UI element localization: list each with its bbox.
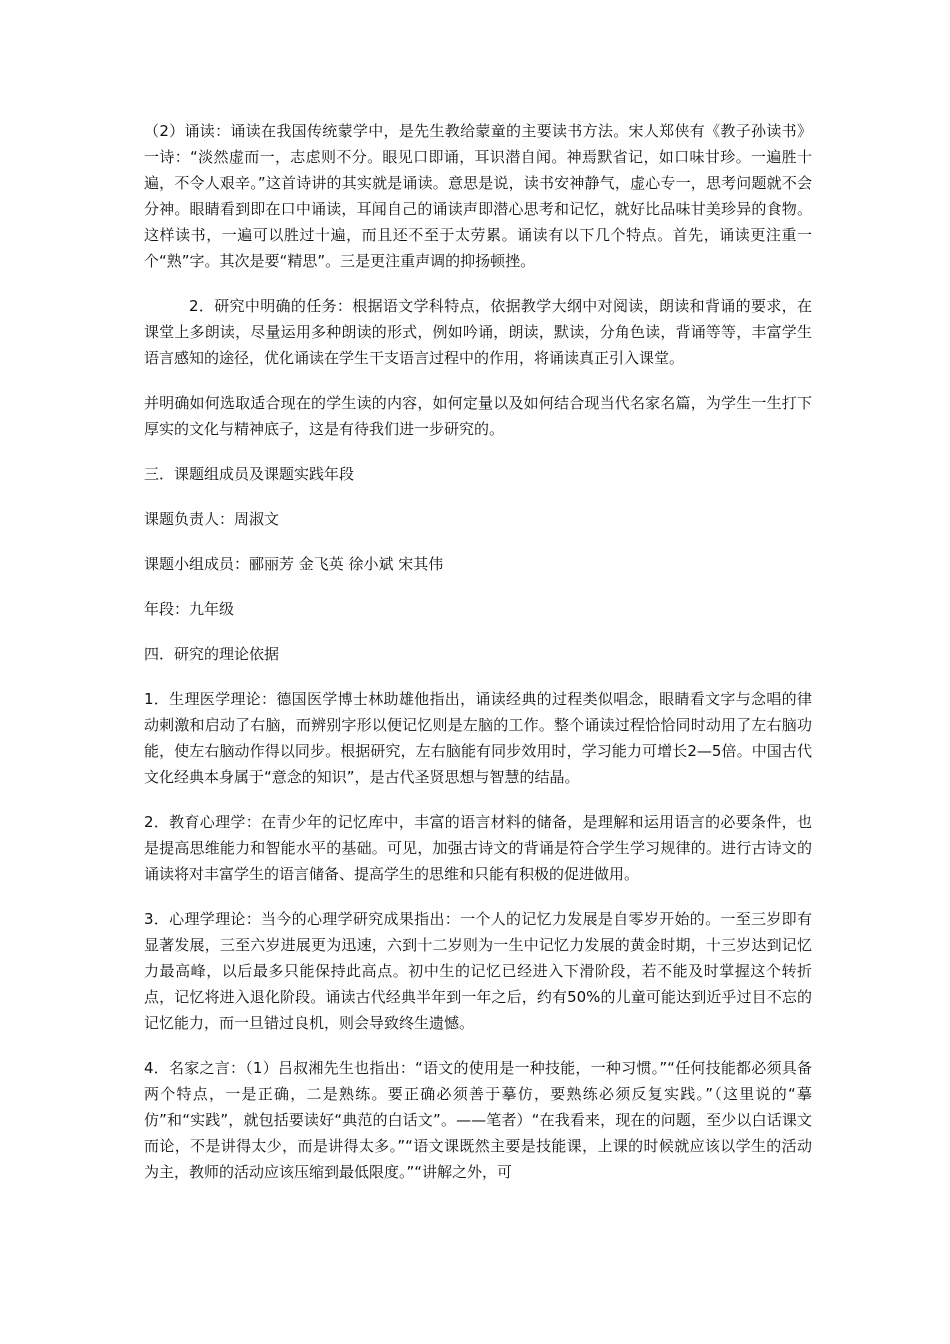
project-leader: 课题负责人：周淑文 bbox=[144, 510, 280, 528]
paragraph-expert-quotes: 4．名家之言：（1）吕叔湘先生也指出：“语文的使用是一种技能，一种习惯。”“任何技能都必须具备两个特点，一是正确，二是熟练。要正确必须善于摹仿，要熟练必须反复实践。”（这里说的“摹仿”和“实践”，就包括要读好“典范的白话文”。——笔者）“在我看来，现在的问题，至少以白话课文而论，不是讲得太少，而是讲得太多。”“语文课既然主要是技能课，上课的时候就应该以学生的活动为主，教师的活动应该压缩到最低限度。”“讲解之外，可 bbox=[144, 1059, 812, 1181]
section-heading-members: 三．课题组成员及课题实践年段 bbox=[144, 465, 355, 483]
paragraph-educational-psychology: 2．教育心理学：在青少年的记忆库中，丰富的语言材料的储备，是理解和运用语言的必要条件，也是提高思维能力和智能水平的基础。可见，加强古诗文的背诵是符合学生学习规律的。进行古诗文的诵读将对丰富学生的语言储备、提高学生的思维和只能有积极的促进做用。 bbox=[144, 813, 812, 883]
project-members: 课题小组成员：郦丽芳 金飞英 徐小斌 宋其伟 bbox=[144, 555, 444, 573]
paragraph-further-research: 并明确如何选取适合现在的学生读的内容，如何定量以及如何结合现当代名家名篇，为学生一生打下厚实的文化与精神底子，这是有待我们进一步研究的。 bbox=[144, 394, 812, 438]
paragraph-psychology-theory: 3．心理学理论：当今的心理学研究成果指出：一个人的记忆力发展是自零岁开始的。一至三岁即有显著发展，三至六岁进展更为迅速，六到十二岁则为一生中记忆力发展的黄金时期，十三岁达到记忆力最高峰，以后最多只能保持此高点。初中生的记忆已经进入下滑阶段，若不能及时掌握这个转折点，记忆将进入退化阶段。诵读古代经典半年到一年之后，约有50%的儿童可能达到近乎过目不忘的记忆能力，而一旦错过良机，则会导致终生遗憾。 bbox=[144, 910, 812, 1032]
paragraph-recitation-method: （2）诵读：诵读在我国传统蒙学中，是先生教给蒙童的主要读书方法。宋人郑侠有《教子孙读书》一诗：“淡然虚而一，志虑则不分。眼见口即诵，耳识潜自闻。神焉默省记，如口味甘珍。一遍胜十遍，不令人艰辛。”这首诗讲的其实就是诵读。意思是说，读书安神静气，虚心专一，思考问题就不会分神。眼睛看到即在口中诵读，耳闻自己的诵读声即潜心思考和记忆，就好比品味甘美珍异的食物。这样读书，一遍可以胜过十遍，而且还不至于太劳累。诵读有以下几个特点。首先，诵读更注重一个“熟”字。其次是要“精思”。三是更注重声调的抑扬顿挫。 bbox=[144, 122, 812, 270]
document-page bbox=[144, 118, 812, 1185]
grade-level: 年段：九年级 bbox=[144, 600, 235, 618]
paragraph-research-task: 2．研究中明确的任务：根据语文学科特点，依据教学大纲中对阅读，朗读和背诵的要求，在课堂上多朗读，尽量运用多种朗读的形式，例如吟诵，朗读，默读，分角色读，背诵等等，丰富学生语言感知的途径，优化诵读在学生干支语言过程中的作用，将诵读真正引入课堂。 bbox=[144, 297, 812, 367]
section-heading-theory: 四．研究的理论依据 bbox=[144, 645, 280, 663]
paragraph-physiology-theory: 1．生理医学理论：德国医学博士林助雄他指出，诵读经典的过程类似唱念，眼睛看文字与念唱的律动刺激和启动了右脑，而辨别字形以便记忆则是左脑的工作。整个诵读过程恰恰同时动用了左右脑功能，使左右脑动作得以同步。根据研究，左右脑能有同步效用时，学习能力可增长2—5倍。中国古代文化经典本身属于“意念的知识”，是古代圣贤思想与智慧的结晶。 bbox=[144, 690, 812, 786]
